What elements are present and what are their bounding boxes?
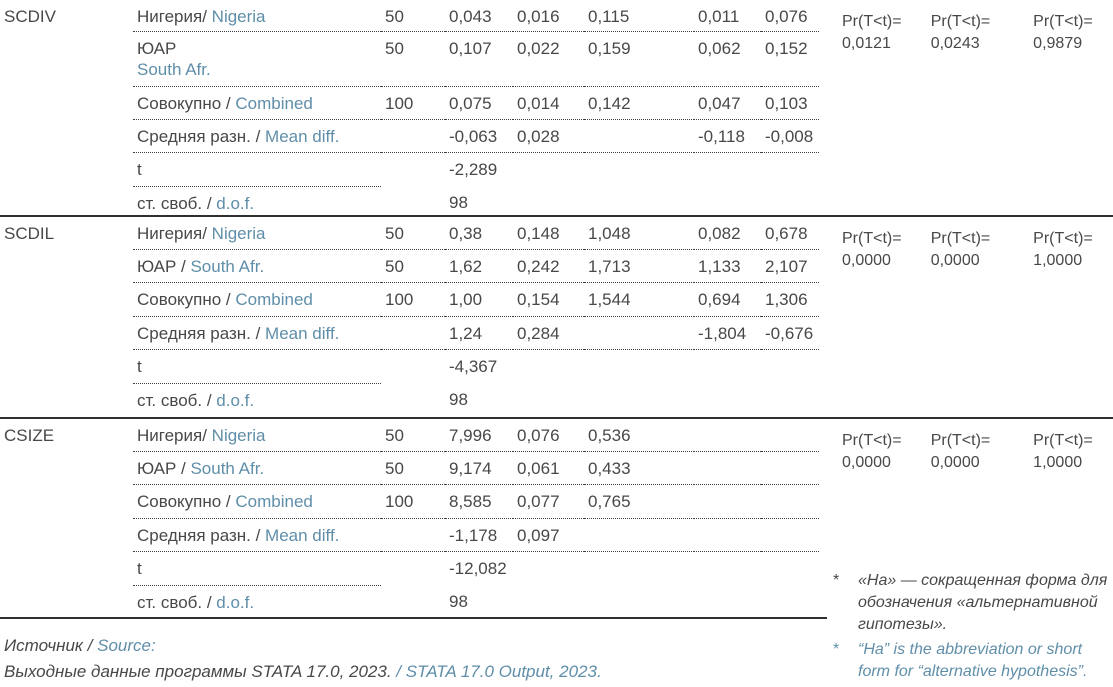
row-label-en: South Afr. <box>185 256 265 276</box>
ttest-section-scdil <box>0 215 1113 417</box>
cell-ci-lo: 0,011 <box>694 0 761 31</box>
row-label-ru: ст. своб. / <box>137 592 212 612</box>
cell-obs <box>381 316 445 349</box>
cell-ci-lo <box>694 518 761 551</box>
cell-t-value: -12,082 <box>449 558 507 578</box>
row-label <box>133 249 381 282</box>
table-bottom-rule <box>0 617 827 619</box>
row-label <box>133 119 381 152</box>
cell-obs <box>381 152 445 186</box>
pr-col-3 <box>1033 11 1113 55</box>
row-label-en: Nigeria <box>206 224 266 243</box>
cell-stddev: 1,544 <box>584 282 694 316</box>
row-label <box>133 316 381 349</box>
cell-ci-hi <box>761 518 819 551</box>
row-label-ru: ЮАР / <box>137 458 186 478</box>
cell-ci-hi: 1,306 <box>761 282 819 316</box>
row-label <box>133 216 381 249</box>
pr-header: Pr(T<t)= <box>930 230 991 247</box>
cell-stddev: 0,536 <box>584 418 694 451</box>
source-line-1 <box>4 633 602 659</box>
row-label <box>133 585 381 613</box>
cell-mean: 8,585 <box>445 484 513 518</box>
cell-ci-lo: 0,082 <box>694 216 761 249</box>
pr-wrap <box>823 6 1113 55</box>
source-line-2 <box>4 659 602 685</box>
cell-stderr: 0,076 <box>513 418 584 451</box>
pr-value: 1,0000 <box>1033 454 1083 471</box>
cell-stderr: 0,284 <box>513 316 584 349</box>
row-label: t <box>133 152 381 186</box>
cell-ci-hi: -0,008 <box>761 119 819 152</box>
cell-ci-lo: 0,694 <box>694 282 761 316</box>
row-label-ru: Средняя разн. / <box>137 525 261 545</box>
row-label <box>133 0 381 31</box>
row-label-ru: ст. своб. / <box>137 193 212 213</box>
row-label <box>133 518 381 551</box>
pr-value: 0,0243 <box>930 35 980 52</box>
cell-ci-lo: -0,118 <box>694 119 761 152</box>
cell-stderr: 0,014 <box>513 86 584 119</box>
row-label <box>133 451 381 484</box>
row-label: t <box>133 551 381 585</box>
cell-obs <box>381 186 445 215</box>
cell-ci-hi <box>761 418 819 451</box>
pr-wrap <box>823 223 1113 272</box>
cell-ci-hi: 0,152 <box>761 31 819 86</box>
cell-t-value: -4,367 <box>449 356 498 376</box>
row-label: t <box>133 349 381 383</box>
pr-wrap <box>823 425 1113 474</box>
cell-obs <box>381 585 445 613</box>
source-en: Source: <box>97 636 156 655</box>
cell-ci-hi: 2,107 <box>761 249 819 282</box>
pr-col-1 <box>842 430 931 474</box>
footnote-text: “Ha” is the abbreviation or short form for “alternative hypothesis”. <box>858 641 1088 680</box>
row-label-en: South Afr. <box>185 458 265 478</box>
cell-ci-lo <box>694 451 761 484</box>
row-label-en: Mean diff. <box>260 126 340 146</box>
pr-value: 0,0000 <box>842 252 891 269</box>
pr-header: Pr(T<t)= <box>1033 432 1093 449</box>
ttest-section-scdiv <box>0 0 1113 215</box>
cell-mean: 0,107 <box>445 31 513 86</box>
cell-mean: -1,178 <box>445 518 513 551</box>
cell-obs: 50 <box>381 31 445 86</box>
cell-obs: 50 <box>381 451 445 484</box>
footnote-ru <box>833 570 1112 636</box>
row-label <box>133 86 381 119</box>
row-label-en: Combined <box>230 491 313 511</box>
pr-header: Pr(T<t)= <box>842 13 902 30</box>
cell-ci-lo: 0,062 <box>694 31 761 86</box>
source-ru: Источник / <box>4 636 98 655</box>
cell-stderr: 0,028 <box>513 119 584 152</box>
cell-obs: 50 <box>381 0 445 31</box>
cell-mean: 1,62 <box>445 249 513 282</box>
cell-stderr: 0,242 <box>513 249 584 282</box>
row-label-ru: Совокупно / <box>137 93 231 113</box>
row-label-en: Nigeria <box>206 426 266 445</box>
pr-header: Pr(T<t)= <box>1033 230 1093 247</box>
cell-stderr: 0,061 <box>513 451 584 484</box>
row-label <box>133 383 381 417</box>
source-ru: Выходные данные программы STATA 17.0, 2023. <box>4 662 397 681</box>
cell-stddev: 1,713 <box>584 249 694 282</box>
pr-col-2 <box>931 430 1033 474</box>
pr-col-2 <box>931 228 1033 272</box>
pr-columns <box>819 0 1113 215</box>
row-label-en: d.o.f. <box>211 193 255 213</box>
row-label-en: South Afr. <box>137 59 211 79</box>
pr-value: 0,0000 <box>930 252 980 269</box>
pr-col-3 <box>1033 228 1113 272</box>
row-label <box>133 282 381 316</box>
row-label-ru: Нигерия/ <box>137 426 207 445</box>
cell-obs <box>381 518 445 551</box>
cell-obs: 50 <box>381 216 445 249</box>
asterisk-marker: * <box>833 641 840 658</box>
cell-obs <box>381 349 445 383</box>
cell-mean: 7,996 <box>445 418 513 451</box>
pr-columns <box>819 216 1113 417</box>
row-label <box>133 418 381 451</box>
cell-mean: 0,38 <box>445 216 513 249</box>
cell-stddev: 0,142 <box>584 86 694 119</box>
row-label-ru: Нигерия/ <box>137 224 207 243</box>
cell-obs: 100 <box>381 86 445 119</box>
cell-mean: 1,24 <box>445 316 513 349</box>
pr-value: 1,0000 <box>1033 252 1083 269</box>
cell-ci-hi: 0,076 <box>761 0 819 31</box>
cell-obs: 100 <box>381 484 445 518</box>
row-label-en: d.o.f. <box>211 592 255 612</box>
row-label-en: Combined <box>230 93 313 113</box>
row-label-en: d.o.f. <box>211 390 255 410</box>
cell-stddev: 0,433 <box>584 451 694 484</box>
cell-obs <box>381 383 445 417</box>
cell-ci-lo: -1,804 <box>694 316 761 349</box>
cell-ci-hi: -0,676 <box>761 316 819 349</box>
cell-ci-hi: 0,103 <box>761 86 819 119</box>
variable-name: CSIZE <box>4 426 55 445</box>
asterisk-marker: * <box>833 572 840 589</box>
pr-value: 0,0000 <box>930 454 980 471</box>
row-label-en: Combined <box>230 289 313 309</box>
row-label-en: Mean diff. <box>260 323 340 343</box>
footnote-text: «Ha» — сокращенная форма для обозначения «альтернативной гипотезы». <box>858 572 1108 633</box>
variable-name: SCDIV <box>4 7 56 26</box>
row-label-ru: Совокупно / <box>137 289 231 309</box>
pr-header: Pr(T<t)= <box>1033 13 1093 30</box>
cell-stderr: 0,022 <box>513 31 584 86</box>
pr-value: 0,0121 <box>842 35 891 52</box>
row-label-ru: Нигерия/ <box>137 7 207 26</box>
cell-obs: 50 <box>381 418 445 451</box>
row-label-ru: Средняя разн. / <box>137 126 261 146</box>
cell-stderr: 0,077 <box>513 484 584 518</box>
row-label-en: Mean diff. <box>260 525 340 545</box>
footnote-en <box>833 639 1112 683</box>
variable-name: SCDIL <box>4 224 55 243</box>
cell-obs <box>381 119 445 152</box>
cell-mean: -0,063 <box>445 119 513 152</box>
pr-col-1 <box>842 11 931 55</box>
cell-stderr: 0,148 <box>513 216 584 249</box>
cell-stderr: 0,016 <box>513 0 584 31</box>
cell-ci-lo <box>694 418 761 451</box>
row-label <box>133 31 381 86</box>
pr-value: 0,9879 <box>1033 35 1083 52</box>
cell-stddev <box>584 119 694 152</box>
cell-stddev <box>584 316 694 349</box>
row-label-ru: ЮАР <box>137 38 177 58</box>
row-label-ru: Средняя разн. / <box>137 323 261 343</box>
cell-obs: 50 <box>381 249 445 282</box>
pr-col-1 <box>842 228 931 272</box>
row-label-ru: Совокупно / <box>137 491 231 511</box>
cell-ci-hi <box>761 484 819 518</box>
cell-mean: 0,075 <box>445 86 513 119</box>
footnotes <box>833 570 1112 683</box>
row-label-ru: ЮАР / <box>137 256 186 276</box>
cell-ci-lo: 1,133 <box>694 249 761 282</box>
cell-mean: 9,174 <box>445 451 513 484</box>
row-label <box>133 484 381 518</box>
source-note <box>4 633 602 685</box>
row-label-ru: ст. своб. / <box>137 390 212 410</box>
cell-obs <box>381 551 445 585</box>
row-label <box>133 186 381 215</box>
cell-dof-value: 98 <box>449 592 468 611</box>
cell-ci-hi: 0,678 <box>761 216 819 249</box>
pr-header: Pr(T<t)= <box>930 13 991 30</box>
cell-t-value: -2,289 <box>449 159 498 179</box>
pr-header: Pr(T<t)= <box>842 432 902 449</box>
cell-stddev: 0,159 <box>584 31 694 86</box>
cell-mean: 0,043 <box>445 0 513 31</box>
cell-stddev: 0,765 <box>584 484 694 518</box>
pr-header: Pr(T<t)= <box>930 432 991 449</box>
cell-dof-value: 98 <box>449 193 468 212</box>
cell-stderr: 0,097 <box>513 518 584 551</box>
source-en: / STATA 17.0 Output, 2023. <box>396 662 602 681</box>
cell-obs: 100 <box>381 282 445 316</box>
cell-stddev <box>584 518 694 551</box>
pr-header: Pr(T<t)= <box>842 230 902 247</box>
cell-stderr: 0,154 <box>513 282 584 316</box>
cell-stddev: 1,048 <box>584 216 694 249</box>
cell-ci-hi <box>761 451 819 484</box>
cell-ci-lo <box>694 484 761 518</box>
row-label-en: Nigeria <box>206 7 266 26</box>
pr-col-2 <box>931 11 1033 55</box>
cell-mean: 1,00 <box>445 282 513 316</box>
cell-dof-value: 98 <box>449 390 468 409</box>
pr-value: 0,0000 <box>842 454 891 471</box>
pr-col-3 <box>1033 430 1113 474</box>
cell-stddev: 0,115 <box>584 0 694 31</box>
cell-ci-lo: 0,047 <box>694 86 761 119</box>
